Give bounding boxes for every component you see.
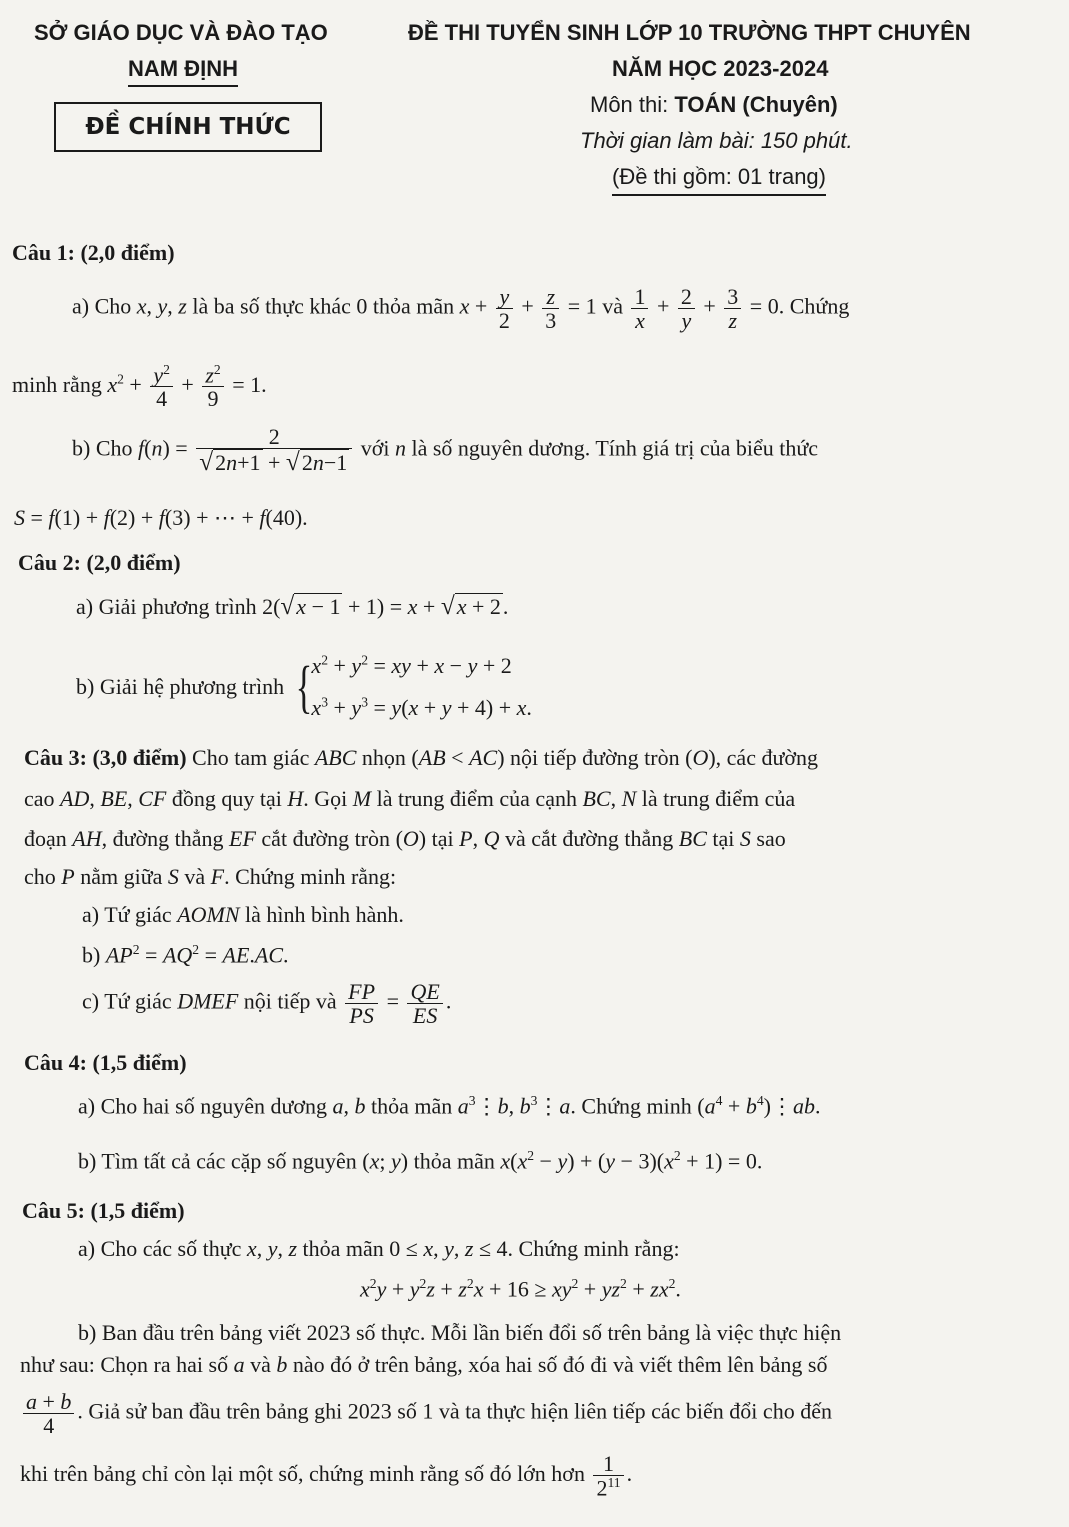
question-3c: c) Tứ giác DMEF nội tiếp và $\frac{FP}{PS}$ = $\frac{QE}{ES}$ . <box>82 979 452 1029</box>
question-5b-line3: $\frac{a + b}{4}$ . Giả sử ban đầu trên bảng ghi 2023 số 1 và ta thực hiện liên tiếp các biến đổi cho đến <box>20 1390 832 1437</box>
question-5b-line2: như sau: Chọn ra hai số a và b nào đó ở trên bảng, xóa hai số đó đi và viết thêm lên bảng số <box>20 1352 828 1377</box>
question-2a: a) Giải phương trình 2(√x − 1 + 1) = x + √x + 2. <box>76 592 509 620</box>
question-5a: a) Cho các số thực x, y, z thỏa mãn 0 ≤ x, y, z ≤ 4. Chứng minh rằng: <box>78 1236 680 1261</box>
question-3-line2: cao AD, BE, CF đồng quy tại H. Gọi M là trung điểm của cạnh BC, N là trung điểm của <box>24 786 796 811</box>
question-2-title: Câu 2: (2,0 điểm) <box>18 550 181 575</box>
province-name: NAM ĐỊNH <box>128 56 238 87</box>
school-year: NĂM HỌC 2023-2024 <box>612 56 829 81</box>
question-3-line3: đoạn AH, đường thẳng EF cắt đường tròn (O) tại P, Q và cắt đường thẳng BC tại S sao <box>24 826 786 851</box>
subject-line <box>590 92 838 118</box>
subject-prefix: Môn thi: <box>590 92 675 117</box>
question-1-title: Câu 1: (2,0 điểm) <box>12 240 175 265</box>
question-5b-line1: b) Ban đầu trên bảng viết 2023 số thực. Mỗi lần biến đổi số trên bảng là việc thực hiện <box>78 1320 842 1345</box>
question-4-title: Câu 4: (1,5 điểm) <box>24 1050 187 1075</box>
question-1a: a) Cho x, y, z là ba số thực khác 0 thỏa mãn x + $\frac{y}{2}$ + $\frac{z}{3}$ = 1 và $\frac{1}{x}$ + $\frac{2}{y}$ + $\frac{3}{z}$ = 0. Chứng <box>72 284 850 334</box>
page-count: (Đề thi gồm: 01 trang) <box>612 164 826 196</box>
official-exam-box: ĐỀ CHÍNH THỨC <box>54 102 322 152</box>
question-5b-line4: khi trên bảng chỉ còn lại một số, chứng minh rằng số đó lớn hơn $\frac{1}{2^{11}}$ . <box>20 1451 633 1501</box>
question-1b: b) Cho f(n) = $\frac{2}{√2n+1 + √2n-1}$ với n là số nguyên dương. Tính giá trị của biểu thức <box>72 424 819 477</box>
question-3b: b) $AP^2 = AQ^2 = AE.AC$. <box>82 942 289 968</box>
question-1a-cont: minh rằng $x^2$ + $\frac{y^2}{4}$ + $\frac{z^2}{9}$ = 1. <box>12 362 267 412</box>
question-5-title: Câu 5: (1,5 điểm) <box>22 1198 185 1223</box>
question-3-line1: Câu 3: (3,0 điểm) Cho tam giác ABC nhọn (AB < AC) nội tiếp đường tròn (O), các đường <box>24 745 819 770</box>
question-4b: b) Tìm tất cả các cặp số nguyên (x; y) thỏa mãn $x(x^2 - y) + (y - 3)(x^2 + 1) = 0$. <box>78 1148 763 1174</box>
exam-duration: Thời gian làm bài: 150 phút. <box>580 128 853 153</box>
question-2b: b) Giải hệ phương trình { $x^2 + y^2$ = xy + x − y + 2 $x^3 + y^3 = y(x + y + 4) + x$. <box>76 652 532 720</box>
question-5a-inequality: $x^2y + y^2z + z^2x + 16 \ge xy^2 + yz^2 + zx^2$. <box>360 1276 681 1302</box>
question-3a: a) Tứ giác AOMN là hình bình hành. <box>82 902 404 927</box>
department-name: SỞ GIÁO DỤC VÀ ĐÀO TẠO <box>34 20 328 45</box>
question-3-line4: cho P nằm giữa S và F. Chứng minh rằng: <box>24 864 397 889</box>
question-1b-sum: S = f(1) + f(2) + f(3) + ⋯ + f(40). <box>14 505 308 530</box>
subject-name: TOÁN (Chuyên) <box>674 92 838 117</box>
question-4a: a) Cho hai số nguyên dương a, b thỏa mãn $a^3⋮b$, $b^3⋮a$. Chứng minh ($a^4$ + $b^4)⋮ab$. <box>78 1093 821 1119</box>
exam-title: ĐỀ THI TUYỂN SINH LỚP 10 TRƯỜNG THPT CHUYÊN <box>408 20 971 45</box>
